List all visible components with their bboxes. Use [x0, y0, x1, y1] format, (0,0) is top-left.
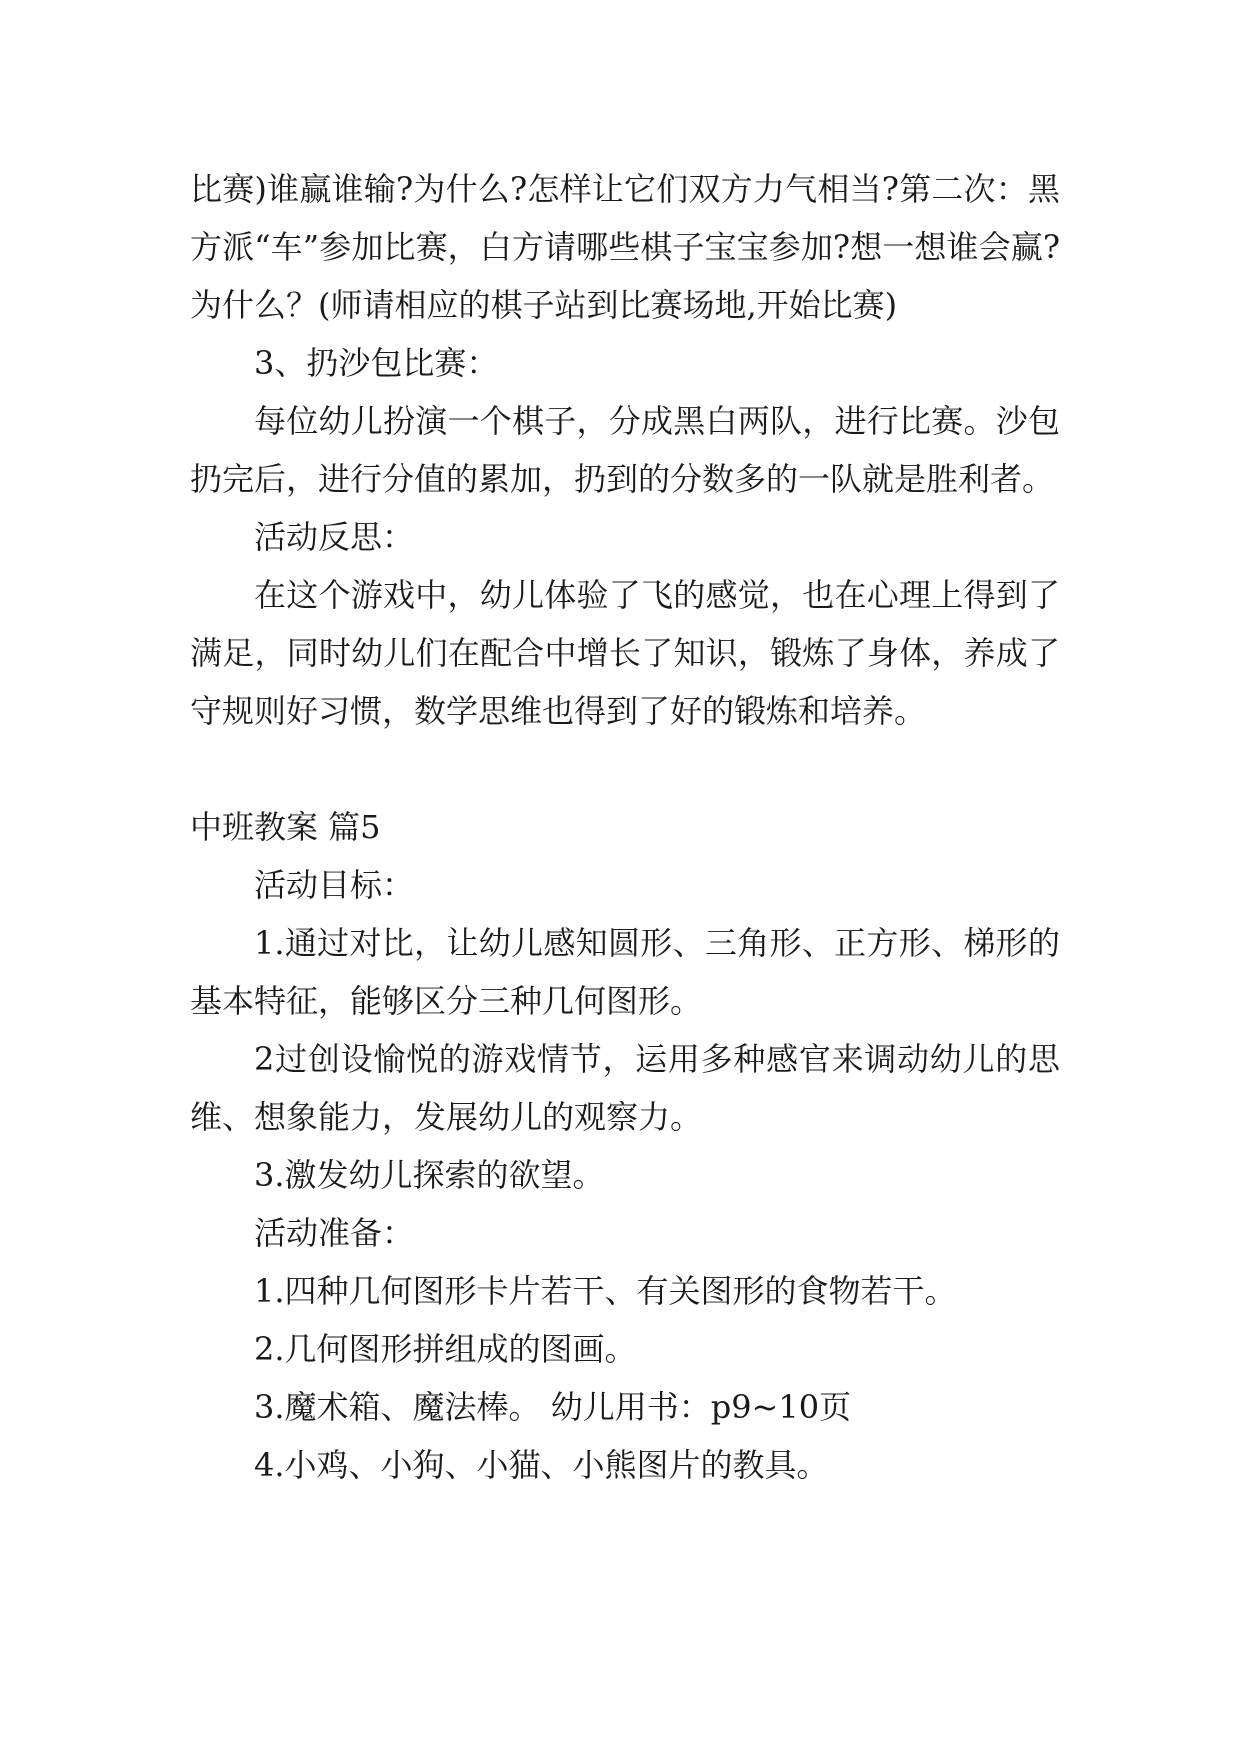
- paragraph-goal-1: 1.通过对比，让幼儿感知圆形、三角形、正方形、梯形的基本特征，能够区分三种几何图形。: [190, 924, 1060, 1020]
- section-title: 中班教案 篇5: [190, 808, 381, 846]
- paragraph-preparation-heading: 活动准备：: [254, 1214, 415, 1252]
- paragraph-prep-1: 1.四种几何图形卡片若干、有关图形的食物若干。: [254, 1272, 957, 1310]
- paragraph-goal-3: 3.激发幼儿探索的欲望。: [254, 1156, 605, 1194]
- paragraph-sandbag-rules: 每位幼儿扮演一个棋子，分成黑白两队，进行比赛。沙包扔完后，进行分值的累加，扔到的分数多的一队就是胜利者。: [190, 402, 1060, 498]
- paragraph-continuation: 比赛)谁赢谁输?为什么?怎样让它们双方力气相当?第二次：黑方派“车”参加比赛，白方请哪些棋子宝宝参加?想一想谁会赢?为什么？(师请相应的棋子站到比赛场地,开始比赛): [190, 170, 1060, 324]
- paragraph-goals-heading: 活动目标：: [254, 866, 415, 904]
- document-body: [190, 160, 1060, 1494]
- paragraph-prep-4: 4.小鸡、小狗、小猫、小熊图片的教具。: [254, 1446, 829, 1484]
- paragraph-prep-2: 2.几何图形拼组成的图画。: [254, 1330, 637, 1368]
- paragraph-reflection-heading: 活动反思：: [254, 518, 415, 556]
- paragraph-subheading-sandbag: 3、扔沙包比赛：: [254, 344, 499, 382]
- paragraph-goal-2: 2过创设愉悦的游戏情节，运用多种感官来调动幼儿的思维、想象能力，发展幼儿的观察力。: [190, 1040, 1060, 1136]
- paragraph-reflection-text: 在这个游戏中，幼儿体验了飞的感觉，也在心理上得到了满足，同时幼儿们在配合中增长了知识，锻炼了身体，养成了守规则好习惯，数学思维也得到了好的锻炼和培养。: [190, 576, 1060, 730]
- paragraph-prep-3: 3.魔术箱、魔法棒。 幼儿用书：p9~10页: [254, 1388, 852, 1426]
